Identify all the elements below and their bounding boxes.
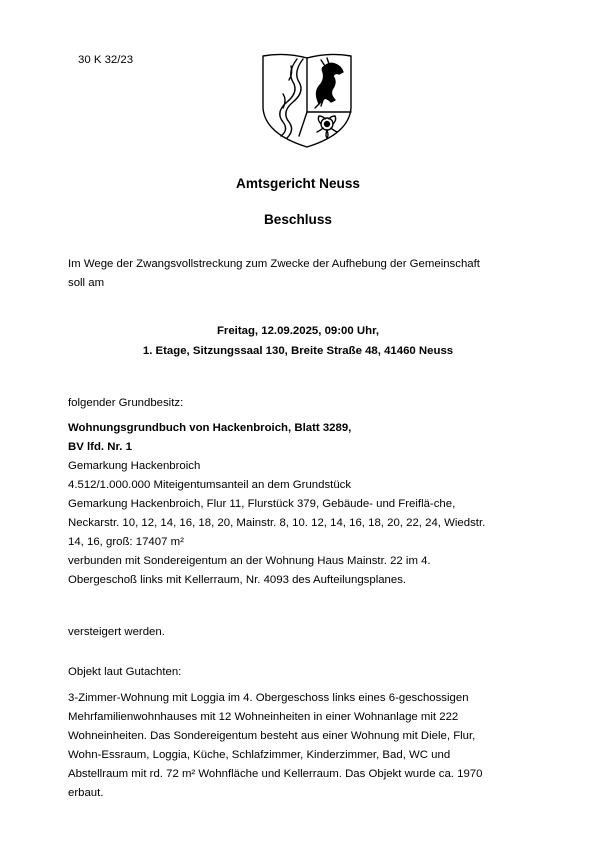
property-label: folgender Grundbesitz: [68, 397, 184, 409]
nrw-coat-of-arms-icon [259, 50, 355, 150]
document-title: Beschluss [263, 212, 332, 227]
property-description [68, 419, 530, 590]
appraisal-line: Abstellraum mit rd. 72 m² Wohnfläche und Kellerraum. Das Objekt wurde ca. 1970 [68, 768, 483, 780]
property-line: verbunden mit Sondereigentum an der Wohnung Haus Mainstr. 22 im 4. [68, 555, 431, 567]
appraisal-line: erbaut. [68, 787, 104, 799]
appraisal-line: Wohneinheiten. Das Sondereigentum besteht aus einer Wohnung mit Diele, Flur, [68, 730, 476, 742]
property-line: Neckarstr. 10, 12, 14, 16, 18, 20, Mainstr. 8, 10. 12, 14, 16, 18, 20, 22, 24, Wiedstr. [68, 517, 486, 529]
intro-line: soll am [68, 277, 105, 289]
land-register-title: Wohnungsgrundbuch von Hackenbroich, Blatt 3289, [68, 422, 352, 434]
hearing-date: Freitag, 12.09.2025, 09:00 Uhr, [216, 325, 380, 337]
property-line: Obergeschoß links mit Kellerraum, Nr. 4093 des Aufteilungsplanes. [68, 574, 407, 586]
court-name: Amtsgericht Neuss [236, 176, 360, 191]
property-line: Gemarkung Hackenbroich, Flur 11, Flurstück 379, Gebäude- und Freiflä-che, [68, 498, 456, 510]
appraisal-line: Mehrfamilienwohnhauses mit 12 Wohneinheiten in einer Wohnanlage mit 222 [68, 711, 459, 723]
auction-text: versteigert werden. [68, 626, 165, 638]
property-line: Gemarkung Hackenbroich [68, 460, 201, 472]
appraisal-label: Objekt laut Gutachten: [68, 666, 182, 678]
intro-line: Im Wege der Zwangsvollstreckung zum Zwecke der Aufhebung der Gemeinschaft [68, 258, 480, 270]
hearing-location: 1. Etage, Sitzungssaal 130, Breite Straße 48, 41460 Neuss [142, 345, 454, 357]
case-number: 30 K 32/23 [78, 54, 134, 66]
property-line: 14, 16, groß: 17407 m² [68, 536, 184, 548]
appraisal-line: 3-Zimmer-Wohnung mit Loggia im 4. Obergeschoss links eines 6-geschossigen [68, 692, 469, 704]
appraisal-description [68, 689, 530, 803]
intro-paragraph [68, 255, 530, 293]
property-line: 4.512/1.000.000 Miteigentumsanteil an dem Grundstück [68, 479, 352, 491]
appraisal-line: Wohn-Essraum, Loggia, Küche, Schlafzimmer, Kinderzimmer, Bad, WC und [68, 749, 451, 761]
land-register-item: BV lfd. Nr. 1 [68, 441, 132, 453]
